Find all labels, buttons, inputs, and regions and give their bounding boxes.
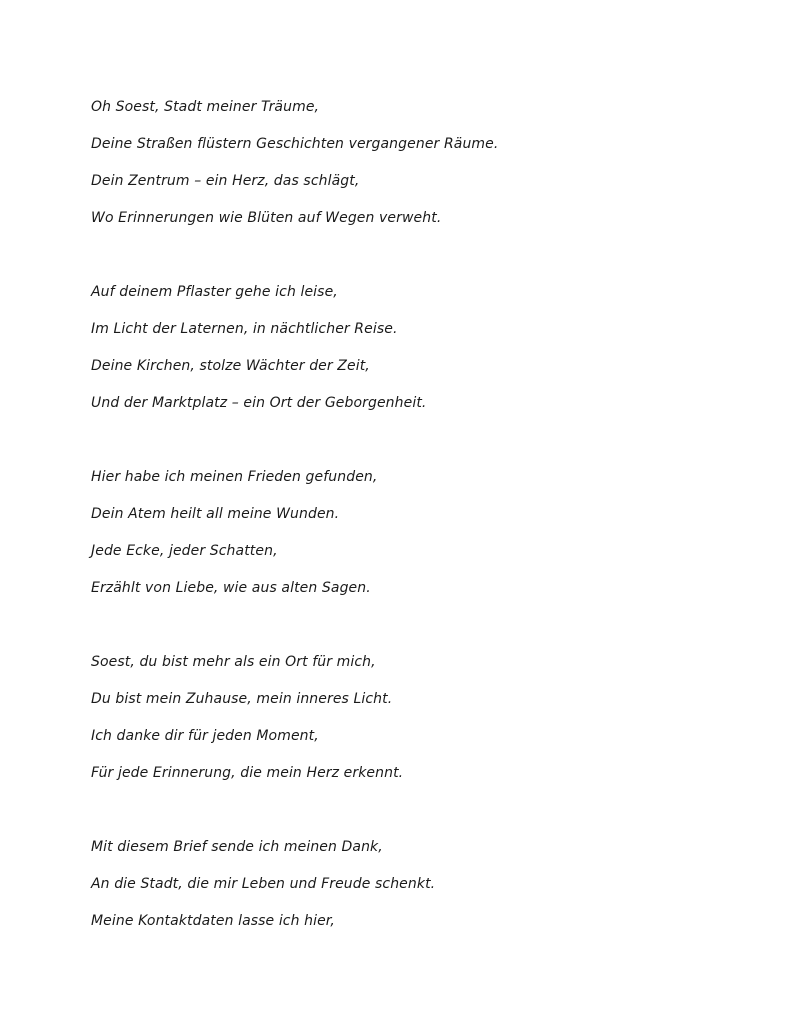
poem-body xyxy=(91,92,741,980)
stanza-5 xyxy=(91,832,741,943)
stanza-1 xyxy=(91,92,741,240)
poem-line: Mit diesem Brief sende ich meinen Dank, xyxy=(91,839,383,855)
poem-line: Wo Erinnerungen wie Blüten auf Wegen verweht. xyxy=(91,210,442,226)
poem-line: Und der Marktplatz – ein Ort der Geborgenheit. xyxy=(91,395,427,411)
poem-line: Deine Kirchen, stolze Wächter der Zeit, xyxy=(91,358,370,374)
poem-line: Erzählt von Liebe, wie aus alten Sagen. xyxy=(91,580,371,596)
poem-line: An die Stadt, die mir Leben und Freude schenkt. xyxy=(91,876,436,892)
poem-line: Du bist mein Zuhause, mein inneres Licht. xyxy=(91,691,393,707)
poem-line: Deine Straßen flüstern Geschichten vergangener Räume. xyxy=(91,136,499,152)
poem-line: Dein Atem heilt all meine Wunden. xyxy=(91,506,340,522)
poem-line: Soest, du bist mehr als ein Ort für mich, xyxy=(91,654,376,670)
poem-line: Hier habe ich meinen Frieden gefunden, xyxy=(91,469,378,485)
poem-line: Für jede Erinnerung, die mein Herz erkennt. xyxy=(91,765,404,781)
poem-line: Jede Ecke, jeder Schatten, xyxy=(91,543,278,559)
stanza-4 xyxy=(91,647,741,795)
poem-line: Meine Kontaktdaten lasse ich hier, xyxy=(91,913,335,929)
poem-line: Ich danke dir für jeden Moment, xyxy=(91,728,319,744)
poem-line: Oh Soest, Stadt meiner Träume, xyxy=(91,99,320,115)
stanza-2 xyxy=(91,277,741,425)
poem-line: Dein Zentrum – ein Herz, das schlägt, xyxy=(91,173,360,189)
stanza-3 xyxy=(91,462,741,610)
poem-line: Im Licht der Laternen, in nächtlicher Reise. xyxy=(91,321,398,337)
poem-line: Auf deinem Pflaster gehe ich leise, xyxy=(91,284,338,300)
